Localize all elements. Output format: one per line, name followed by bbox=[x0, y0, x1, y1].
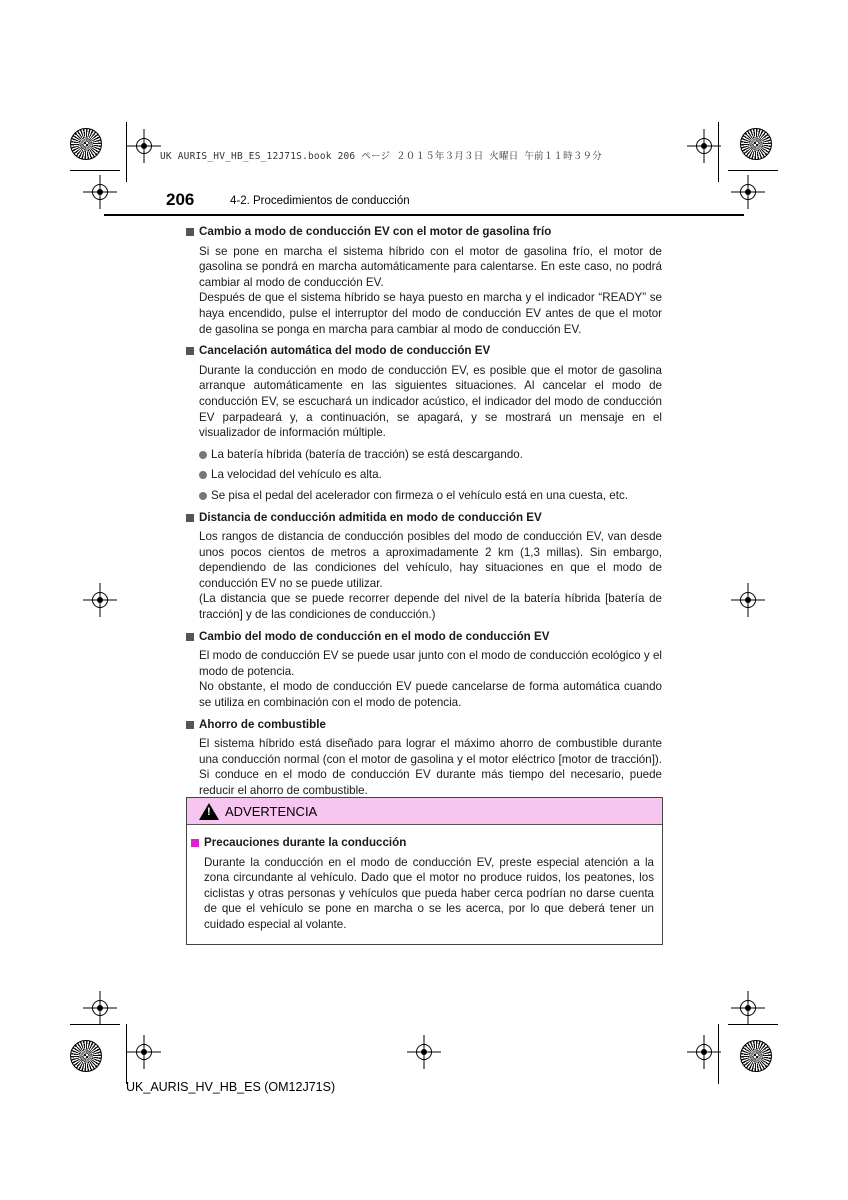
registration-rosette-bottom-right bbox=[740, 1040, 772, 1072]
warning-box bbox=[186, 797, 663, 945]
crop-mark-top-right bbox=[696, 138, 712, 154]
trim-line bbox=[126, 122, 127, 182]
paragraph: Durante la conducción en modo de conducción EV, es posible que el motor de gasolina arranque automáticamente en las siguientes situaciones. Al cancelar el modo de conducción EV, se escuchará un indicador acústico, el indicador del modo de conducción EV parpadeará y, a continuación, se apagará, y se mostrará un mensaje en el visualizador de información múltiple. bbox=[199, 363, 662, 440]
paragraph: Los rangos de distancia de conducción posibles del modo de conducción EV, van desde unos pocos cientos de metros a aproximadamente 2 km (1,3 millas). Sin embargo, dependiendo de las condiciones del vehículo, hay situaciones en que el modo de conducción EV no se puede utilizar. bbox=[199, 530, 662, 590]
registration-rosette-top-left bbox=[70, 128, 102, 160]
crop-mark-bottom-right bbox=[696, 1044, 712, 1060]
paragraph: (La distancia que se puede recorrer depende del nivel de la batería híbrida [batería de tracción] y de las condiciones de conducción.) bbox=[199, 592, 662, 622]
paragraph: Si se pone en marcha el sistema híbrido con el motor de gasolina frío, el motor de gasolina se pondrá en marcha automáticamente para calentarse. En este caso, no podrá cambiar al modo de conducción EV. bbox=[199, 244, 662, 289]
registration-rosette-bottom-left bbox=[70, 1040, 102, 1072]
crop-mark-left-lower bbox=[92, 1000, 108, 1016]
trim-line bbox=[70, 170, 120, 171]
header-divider bbox=[104, 214, 744, 216]
list-item: La velocidad del vehículo es alta. bbox=[199, 467, 662, 483]
trim-line bbox=[70, 1024, 120, 1025]
section-heading: Ahorro de combustible bbox=[186, 717, 662, 733]
section-ev-auto-cancel bbox=[186, 343, 662, 503]
section-fuel-saving bbox=[186, 717, 662, 799]
crop-mark-right-lower bbox=[740, 1000, 756, 1016]
crop-mark-left-upper bbox=[92, 184, 108, 200]
round-bullet-icon bbox=[199, 451, 207, 459]
registration-rosette-top-right bbox=[740, 128, 772, 160]
warning-body bbox=[187, 825, 662, 933]
section-heading: Cancelación automática del modo de conducción EV bbox=[186, 343, 662, 359]
warning-triangle-icon: ! bbox=[199, 803, 219, 820]
print-header: UK AURIS_HV_HB_ES_12J71S.book 206 ページ ２０１５年３月３日 火曜日 午前１１時３９分 bbox=[160, 151, 602, 162]
crop-mark-right-middle bbox=[740, 592, 756, 608]
warning-header bbox=[187, 798, 662, 825]
section-body bbox=[199, 244, 662, 338]
crop-mark-bottom-center bbox=[416, 1044, 432, 1060]
square-bullet-icon bbox=[186, 228, 194, 236]
crop-mark-left-middle bbox=[92, 592, 108, 608]
trim-line bbox=[728, 170, 778, 171]
round-bullet-icon bbox=[199, 492, 207, 500]
warning-heading: Precauciones durante la conducción bbox=[191, 835, 654, 851]
section-title: 4-2. Procedimientos de conducción bbox=[230, 195, 410, 207]
square-bullet-icon bbox=[186, 721, 194, 729]
main-content bbox=[186, 224, 662, 803]
section-heading: Cambio a modo de conducción EV con el motor de gasolina frío bbox=[186, 224, 662, 240]
paragraph: Después de que el sistema híbrido se haya puesto en marcha y el indicador “READY” se haya encendido, pulse el interruptor del modo de conducción EV antes de que el motor de gasolina se ponga en marcha para cambiar al modo de conducción EV. bbox=[199, 291, 662, 336]
section-ev-distance bbox=[186, 510, 662, 623]
section-body bbox=[199, 529, 662, 623]
section-body bbox=[199, 736, 662, 798]
section-body bbox=[199, 648, 662, 710]
square-bullet-icon bbox=[186, 633, 194, 641]
paragraph: No obstante, el modo de conducción EV puede cancelarse de forma automática cuando se utiliza en combinación con el modo de potencia. bbox=[199, 680, 662, 710]
list-item: La batería híbrida (batería de tracción) se está descargando. bbox=[199, 447, 662, 463]
warning-title: ADVERTENCIA bbox=[225, 803, 318, 819]
crop-mark-bottom-left bbox=[136, 1044, 152, 1060]
section-body bbox=[199, 363, 662, 441]
bullet-list bbox=[199, 447, 662, 504]
paragraph: El sistema híbrido está diseñado para lograr el máximo ahorro de combustible durante una conducción normal (con el motor de gasolina y el motor eléctrico [motor de tracción]). Si conduce en el modo de conducción EV durante más tiempo del necesario, puede reducir el ahorro de combustible. bbox=[199, 737, 662, 797]
section-ev-cold-engine bbox=[186, 224, 662, 337]
round-bullet-icon bbox=[199, 471, 207, 479]
trim-line bbox=[718, 1024, 719, 1084]
section-ev-mode-change bbox=[186, 629, 662, 711]
section-heading: Cambio del modo de conducción en el modo de conducción EV bbox=[186, 629, 662, 645]
pink-square-icon bbox=[191, 839, 199, 847]
paragraph: El modo de conducción EV se puede usar junto con el modo de conducción ecológico y el modo de potencia. bbox=[199, 649, 662, 678]
crop-mark-right-upper bbox=[740, 184, 756, 200]
footer-code: UK_AURIS_HV_HB_ES (OM12J71S) bbox=[126, 1080, 336, 1094]
crop-mark-top-left bbox=[136, 138, 152, 154]
trim-line bbox=[126, 1024, 127, 1084]
section-heading: Distancia de conducción admitida en modo de conducción EV bbox=[186, 510, 662, 526]
page-number: 206 bbox=[166, 190, 195, 209]
square-bullet-icon bbox=[186, 514, 194, 522]
warning-text: Durante la conducción en el modo de conducción EV, preste especial atención a la zona circundante al vehículo. Dado que el motor no produce ruidos, los peatones, los ciclistas y otras personas y vehículos que pueda haber cerca podrían no darse cuenta de que el vehículo se pone en marcha o se les acerca, por lo que deberá tener un cuidado especial al volante. bbox=[204, 855, 654, 931]
trim-line bbox=[718, 122, 719, 182]
list-item: Se pisa el pedal del acelerador con firmeza o el vehículo está en una cuesta, etc. bbox=[199, 488, 662, 504]
square-bullet-icon bbox=[186, 347, 194, 355]
trim-line bbox=[728, 1024, 778, 1025]
